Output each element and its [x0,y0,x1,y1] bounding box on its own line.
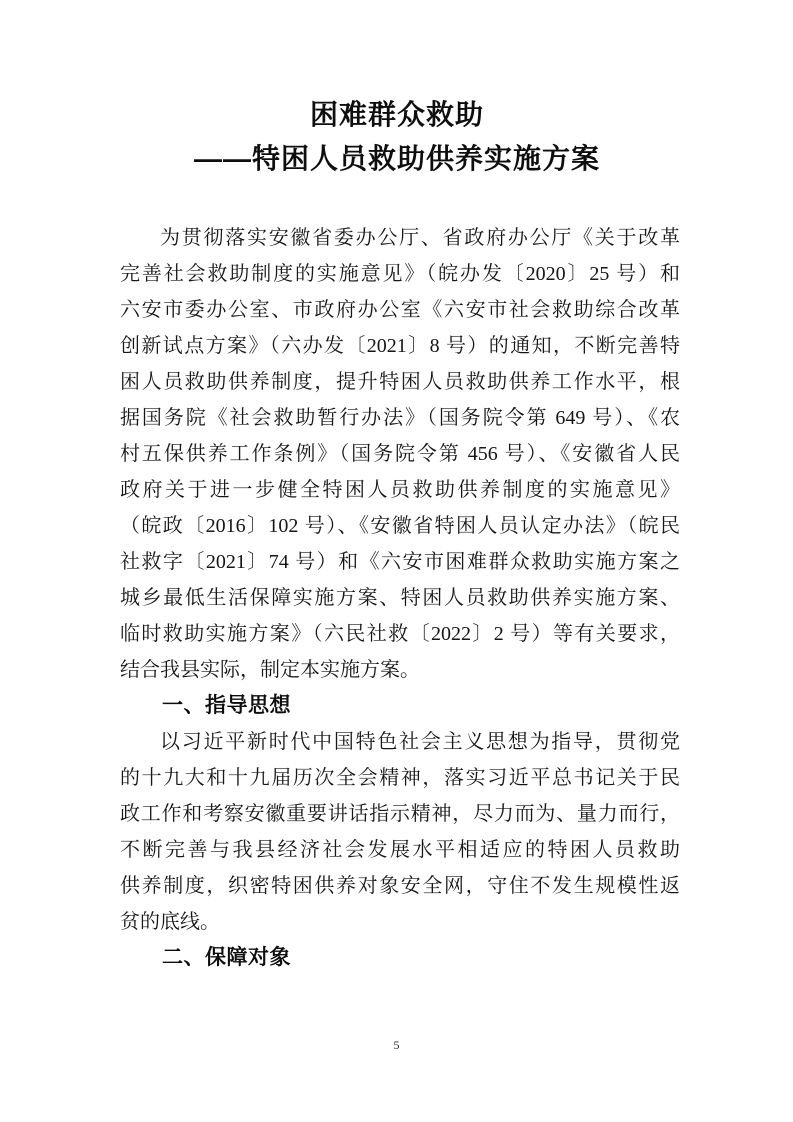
paragraph-line: 为贯彻落实安徽省委办公厅、省政府办公厅《关于改革 [160,227,680,249]
paragraph-line: 政府关于进一步健全特困人员救助供养制度的实施意见》 [120,479,680,501]
paragraph-line: 临时救助实施方案》（六民社救〔2022〕2 号）等有关要求， [120,623,680,645]
paragraph-line: 完善社会救助制度的实施意见》（皖办发〔2020〕25 号）和 [120,263,680,285]
document-title-line-2: ——特困人员救助供养实施方案 [193,143,600,174]
paragraph-line: 社救字〔2021〕74 号）和《六安市困难群众救助实施方案之 [120,551,680,573]
page-footer [0,1036,793,1054]
document-title [117,93,677,181]
paragraph-line: 城乡最低生活保障实施方案、特困人员救助供养实施方案、 [120,587,680,609]
paragraph-line: 创新试点方案》（六办发〔2021〕8 号）的通知，不断完善特 [120,335,680,357]
paragraph-line: 据国务院《社会救助暂行办法》（国务院令第 649 号）、《农 [120,407,680,429]
page-number: 5 [393,1038,400,1052]
paragraph-line: 结合我县实际，制定本实施方案。 [120,659,420,681]
paragraph-line: 六安市委办公室、市政府办公室《六安市社会救助综合改革 [120,299,680,321]
paragraph-line: 不断完善与我县经济社会发展水平相适应的特困人员救助 [120,839,680,861]
paragraph-line: 以习近平新时代中国特色社会主义思想为指导，贯彻党 [160,731,680,753]
paragraph-line: 的十九大和十九届历次全会精神，落实习近平总书记关于民 [120,767,680,789]
document-title-line-1: 困难群众救助 [309,99,484,130]
section-heading: 二、保障对象 [162,946,291,969]
paragraph-line: 村五保供养工作条例》（国务院令第 456 号）、《安徽省人民 [120,443,680,465]
paragraph-line: （皖政〔2016〕102 号）、《安徽省特困人员认定办法》（皖民 [120,515,680,537]
section-heading: 一、指导思想 [162,694,291,717]
paragraph-line: 供养制度，织密特困供养对象安全网，守住不发生规模性返 [120,875,680,897]
paragraph-line: 贫的底线。 [120,911,220,933]
document-body [120,220,680,976]
paragraph-line: 困人员救助供养制度，提升特困人员救助供养工作水平，根 [120,371,680,393]
paragraph-line: 政工作和考察安徽重要讲话指示精神，尽力而为、量力而行， [120,803,680,825]
